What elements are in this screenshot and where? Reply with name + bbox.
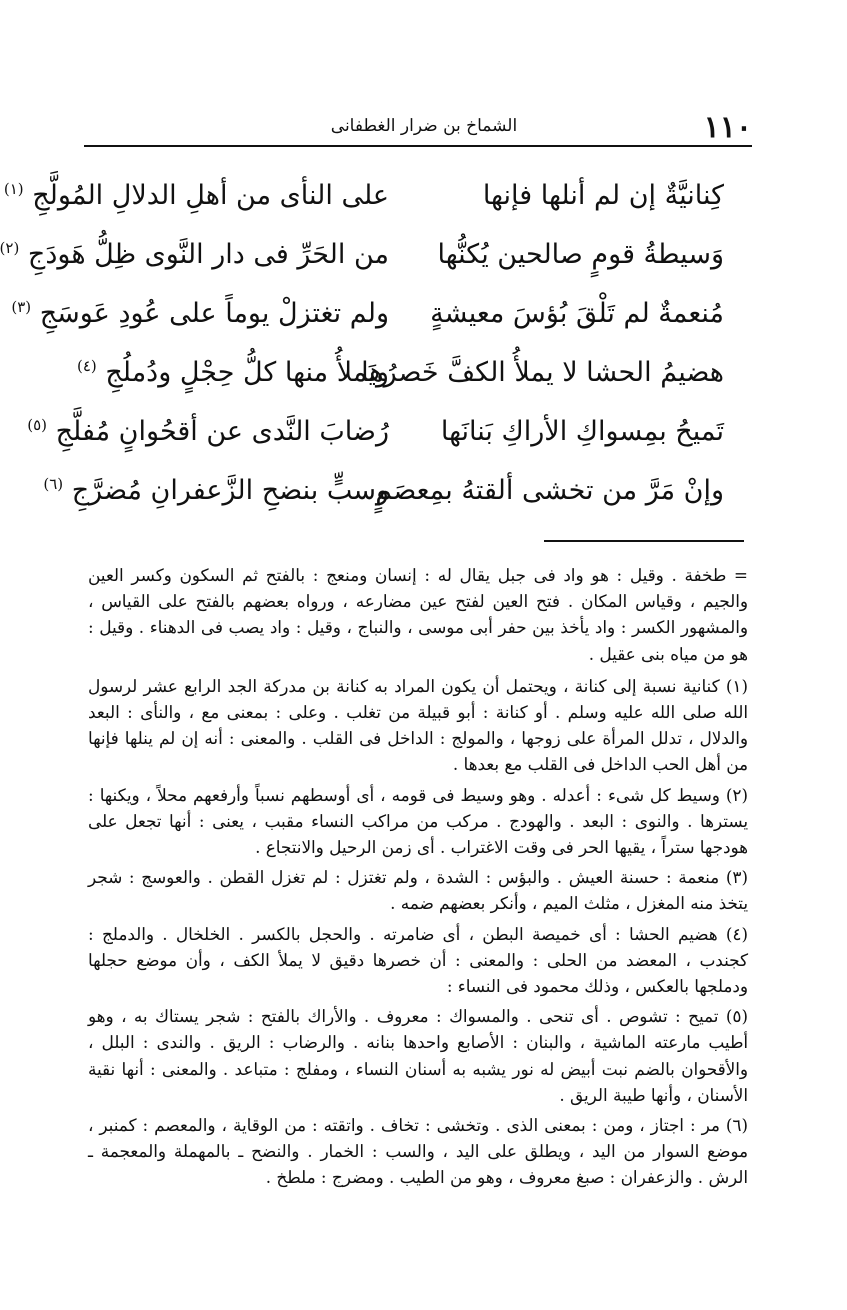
- verse-6-second-text: وسبٍّ بنضحِ الزَّعفرانِ مُضرَّجِ: [71, 475, 389, 506]
- verse-5-first-hemistich: تَميحُ بمِسواكِ الأراكِ بَنانَها: [440, 416, 724, 447]
- verse-4-first-hemistich: هضيمُ الحشا لا يملأُ الكفَّ خَصرُها: [361, 357, 724, 388]
- verse-2-first-hemistich: وَسيطةُ قومٍ صالحين يُكنُّها: [437, 239, 724, 270]
- verse-6-second-hemistich: [43, 463, 389, 519]
- verse-5-note-ref: (٥): [27, 416, 48, 434]
- verse-3-first-hemistich: مُنعمةٌ لم تَلْقَ بُؤسَ معيشةٍ: [430, 298, 724, 329]
- verse-2-second-text: من الحَرِّ فى دار النَّوى ظِلُّ هَودَجِ: [27, 239, 389, 270]
- verse-6-first-hemistich: وإنْ مَرَّ من تخشى ألقتهُ بمِعصَمٍ: [375, 475, 724, 506]
- verse-1-second-hemistich: [3, 168, 389, 224]
- footnote-4: (٤) هضيم الحشا : أى خميصة البطن ، أى ضامرته . والحجل بالكسر . الخلخال . والدملج : كجندب ، المعضد من الحلى : والمعنى : أن خصرها دقيق لا يملأ الكف ، وأن موضع حجلها ودملجها بالعكس ، وذلك محمود فى النساء :: [88, 923, 748, 997]
- verse-4-note-ref: (٤): [76, 357, 97, 375]
- verse-3-second-text: ولم تغتزلْ يوماً على عُودِ عَوسَجِ: [39, 298, 389, 329]
- verse-4-second-hemistich: [76, 345, 389, 401]
- verse-3-second-hemistich: [11, 286, 389, 342]
- verse-2: [0, 227, 724, 283]
- footnote-6: (٦) مر : اجتاز ، ومن : بمعنى الذى . وتخشى : تخاف . واتقته : من الوقاية ، والمعصم : كمنبر ، موضع السوار من اليد ، ويطلق على اليد ، والسب : الخمار . والنضح ـ بالمهملة والمعجمة ـ الرش . والزعفران : صبغ معروف ، وهو من الطيب . ومضرج : ملطخ .: [88, 1115, 748, 1188]
- page-number: ١١٠: [703, 110, 752, 145]
- page-header: [84, 104, 752, 144]
- footnotes: [88, 562, 748, 1302]
- header-rule: [84, 145, 752, 147]
- verse-2-note-ref: (٢): [0, 239, 20, 257]
- verse-3-note-ref: (٣): [11, 298, 32, 316]
- verse-6: [43, 463, 724, 519]
- footnote-1: (١) كنانية نسبة إلى كنانة ، ويحتمل أن يكون المراد به كنانة بن مدركة الجد الرابع عشر لرسول الله صلى الله عليه وسلم . أو كنانة : أبو قبيلة من تغلب . وعلى : بمعنى مع ، والنأى : البعد والدلال ، تدلل المرأة على زوجها ، والمولج : الداخل فى القلب . والمعنى : أنه إن لم ينلها فإنها من أهل الحب الداخل فى القلب مع بعدها .: [88, 675, 748, 775]
- verse-1-second-text: على النأى من أهلِ الدلالِ المُولَّجِ: [32, 180, 389, 211]
- verse-5: [27, 404, 724, 460]
- footnote-2: (٢) وسيط كل شىء : أعدله . وهو وسيط فى قومه ، أى أوسطهم نسباً وأرفعهم محلاً ، ويكنها : يسترها . والنوى : البعد . والهودج . مركب من مراكب النساء مقبب ، يعنى : أنها تجعل على هودجها ستراً ، يقيها الحر فى وقت الاغتراب . أى زمن الرحيل والانتجاع .: [88, 784, 748, 858]
- verse-6-note-ref: (٦): [43, 475, 64, 493]
- verse-3: [11, 286, 724, 342]
- footnote-continuation: = طخفة . وقيل : هو واد فى جبل يقال له : إنسان ومنعج : بالفتح ثم السكون وكسر العين والجيم ، وقياس المكان . فتح العين لفتح عين مضارعه ، ورواه بعضهم بالفتح على القياس ، والمشهور الكسر : واد يأخذ بين حفر أبى موسى ، والنباج ، وقيل : واد يصب فى الدهناء . وقيل : هو من مياه بنى عقيل .: [88, 565, 748, 664]
- poem: [0, 160, 724, 520]
- verse-4-second-text: ويَملأُ منها كلُّ حِجْلٍ ودُملُجِ: [105, 357, 389, 388]
- footnote-3: (٣) منعمة : حسنة العيش . والبؤس : الشدة ، ولم تغتزل : لم تغزل القطن . والعوسج : شجر يتخذ منه المغزل ، مثلث الميم ، وأنكر بعضهم ضمه .: [88, 867, 748, 914]
- verse-1-first-hemistich: كِنانيَّةٌ إن لم أنلها فإنها: [482, 180, 724, 211]
- verse-4: [76, 345, 724, 401]
- verse-5-second-text: رُضابَ النَّدى عن أقحُوانٍ مُفلَّجِ: [55, 416, 389, 447]
- verse-2-second-hemistich: [0, 227, 389, 283]
- verse-5-second-hemistich: [27, 404, 389, 460]
- footnote-5: (٥) تميح : تشوص . أى تنحى . والمسواك : معروف . والأراك بالفتح : شجر يستاك به ، وهو أطيب مارعته الماشية ، والبنان : الأصابع واحدها بنانه . والرضاب : الريق . والندى : البلل ، والأقحوان بالضم نبت أبيض له نور يشبه به أسنان النساء ، ومفلج : متباعد . والمعنى : أنها نقية الأسنان ، وأنها طيبة الريق .: [88, 1006, 748, 1105]
- verse-1-note-ref: (١): [3, 180, 24, 198]
- running-title: الشماخ بن ضرار الغطفانى: [330, 116, 518, 136]
- verse-1: [3, 168, 724, 224]
- footnote-rule: [544, 540, 744, 542]
